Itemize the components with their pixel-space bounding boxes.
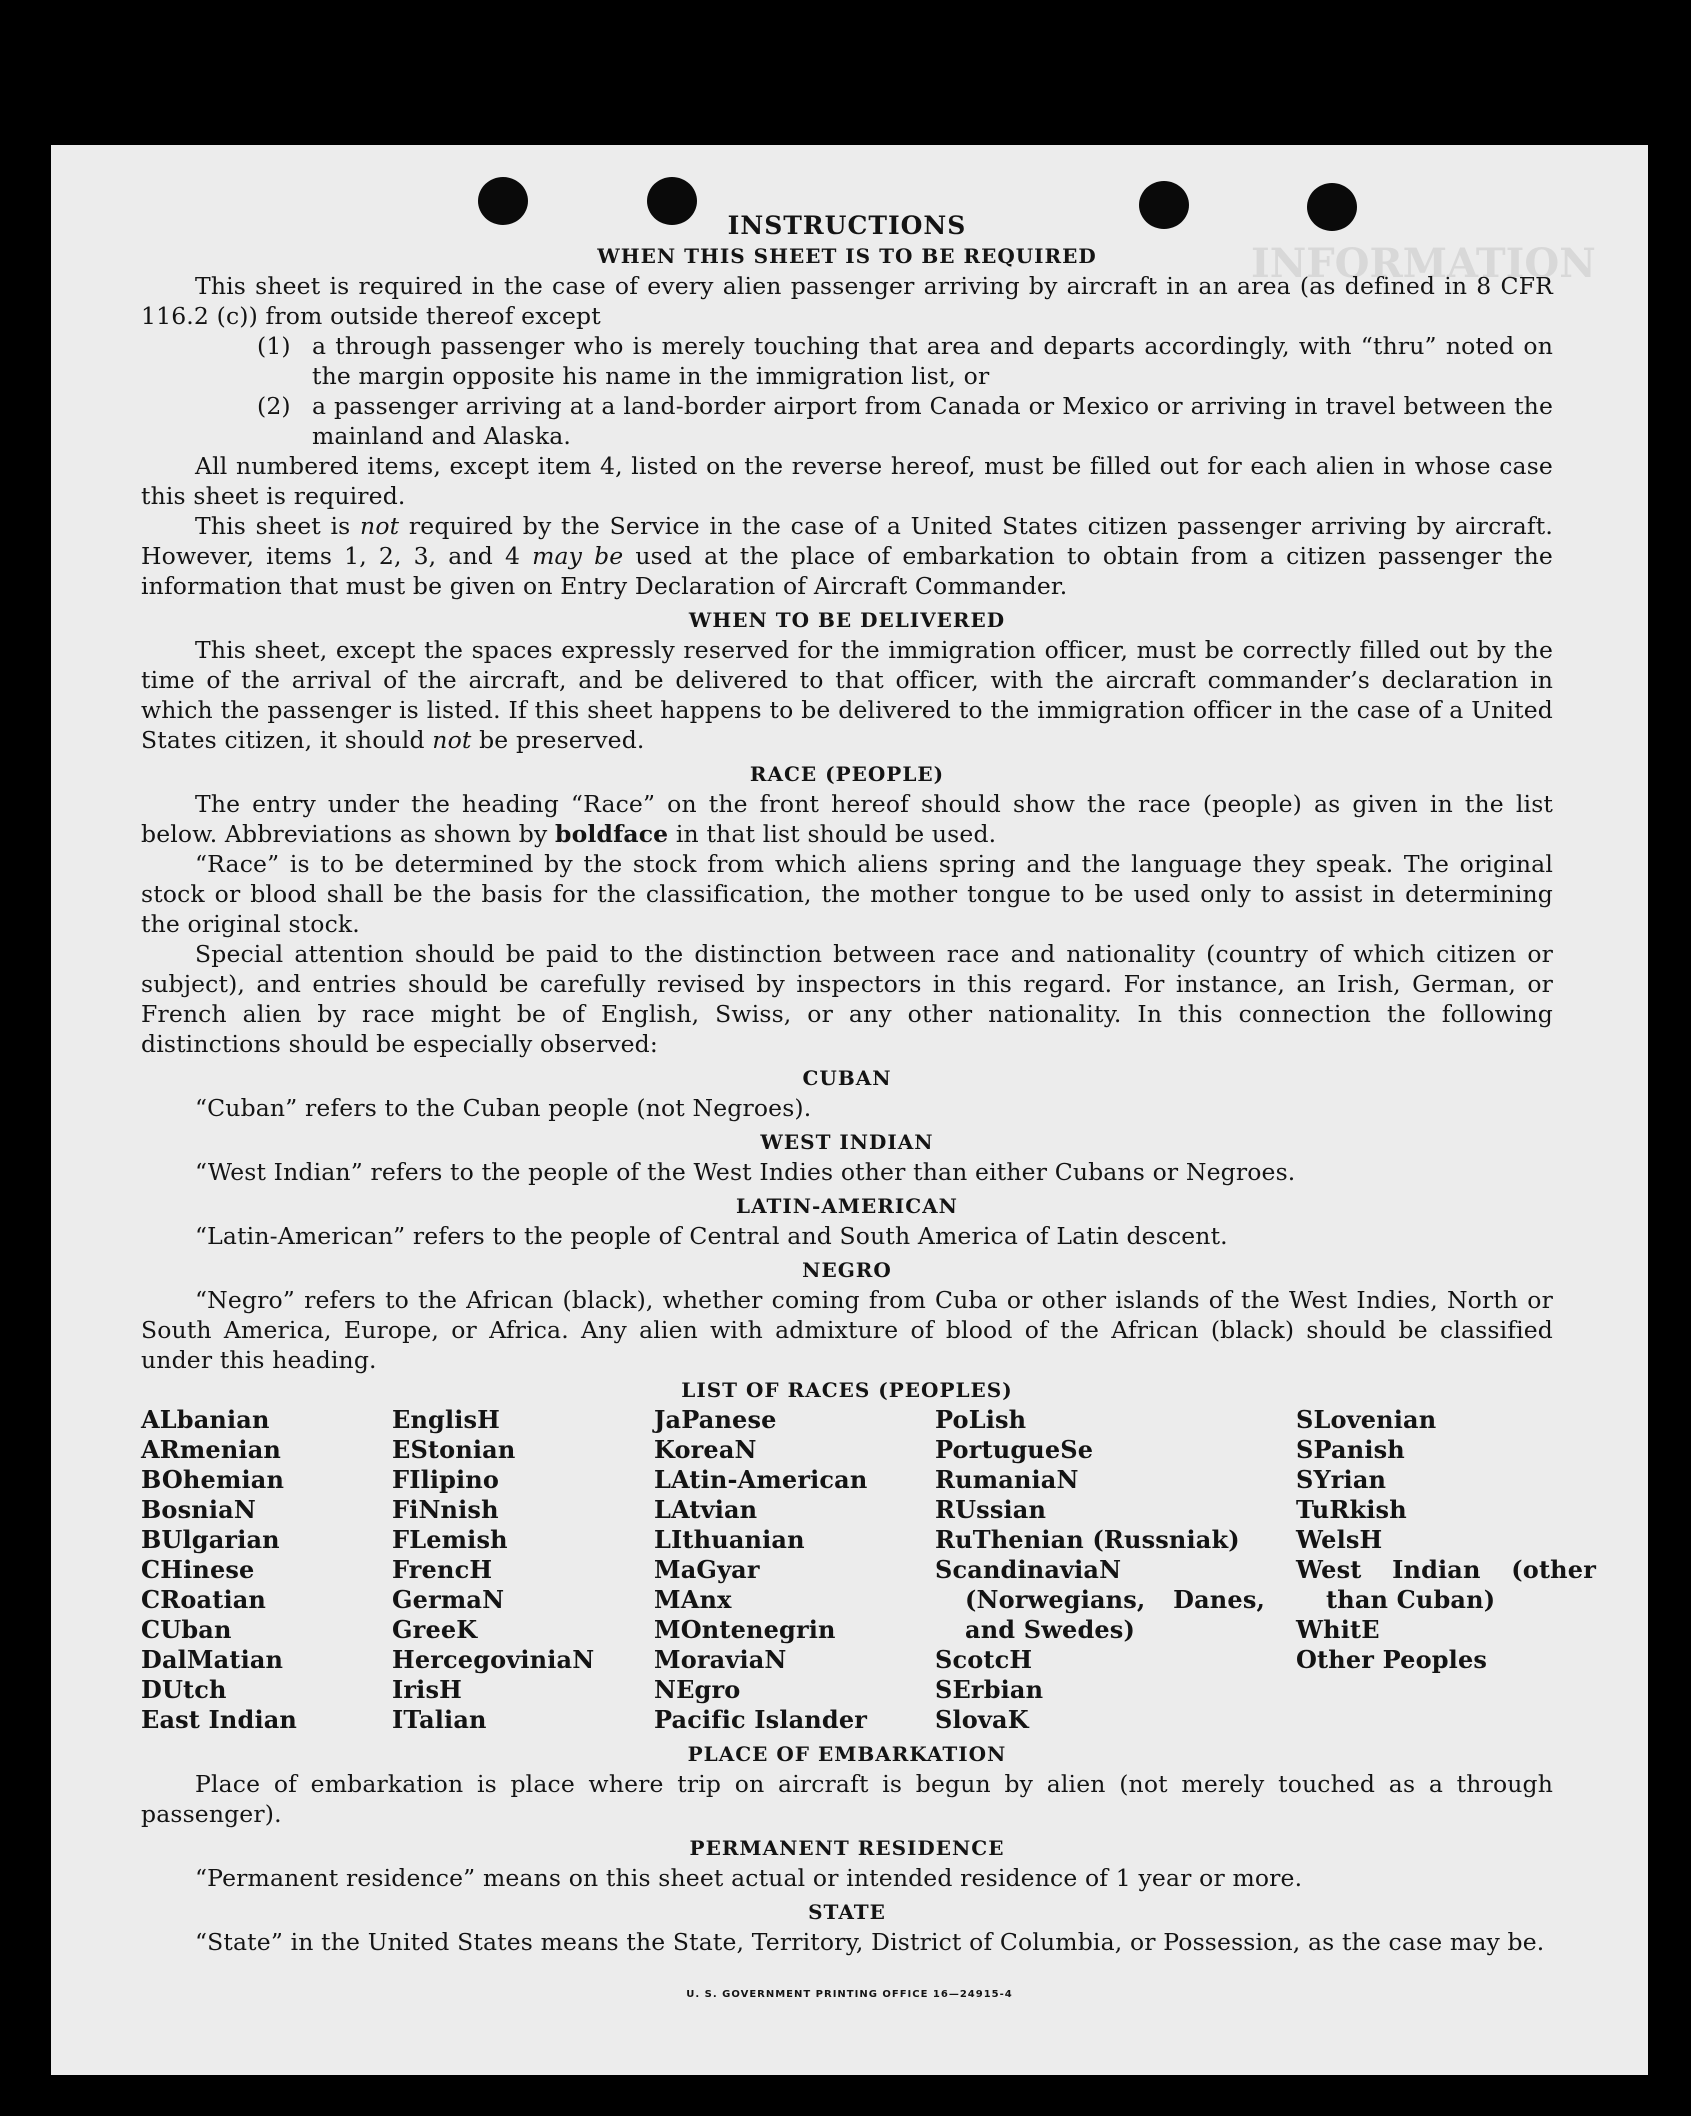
text-run: This sheet is: [195, 512, 361, 540]
text-run: required by the Service in the case of a United States citizen passenger arriving by aircraft. However, items 1, 2, 3, and 4: [141, 512, 1553, 570]
race-item: FLemish: [392, 1525, 508, 1554]
race-item: DUtch: [141, 1675, 227, 1704]
race-item: GermaN: [392, 1585, 505, 1614]
heading-negro: NEGRO: [802, 1258, 892, 1282]
race-item: GreeK: [392, 1615, 478, 1644]
instructions-body: [141, 211, 1596, 1957]
page-title: INSTRUCTIONS: [727, 211, 967, 240]
heading-permanent-residence: PERMANENT RESIDENCE: [689, 1836, 1005, 1860]
race-item: SErbian: [935, 1675, 1044, 1704]
race-item: SlovaK: [935, 1705, 1029, 1734]
text-run: be preserved.: [471, 726, 645, 754]
heading-race: RACE (PEOPLE): [749, 762, 945, 786]
race-item: RuThenian (Russniak): [935, 1525, 1240, 1554]
printer-imprint: U. S. GOVERNMENT PRINTING OFFICE 16—24915-4: [686, 1989, 1013, 2000]
race-item: SYrian: [1296, 1465, 1387, 1494]
heading-list-of-races: LIST OF RACES (PEOPLES): [681, 1378, 1013, 1402]
paragraph-numbered-items: All numbered items, except item 4, listed on the reverse hereof, must be filled out for each alien in whose case this sheet is required.: [141, 452, 1553, 510]
race-item: JaPanese: [654, 1405, 777, 1434]
race-item: RumaniaN: [935, 1465, 1079, 1494]
race-item: Pacific Islander: [654, 1705, 868, 1734]
race-item: CUban: [141, 1615, 232, 1644]
text-run: used at the place of embarkation to obtain from a citizen passenger the information that must be given on Entry Declaration of Aircraft Commander.: [141, 542, 1553, 600]
race-item: Other Peoples: [1296, 1645, 1488, 1674]
race-item: MaGyar: [654, 1555, 760, 1584]
race-item: SPanish: [1296, 1435, 1405, 1464]
paragraph-embarkation: Place of embarkation is place where trip on aircraft is begun by alien (not merely touched as a through passenger).: [141, 1770, 1553, 1828]
heading-cuban: CUBAN: [802, 1066, 892, 1090]
heading-when-delivered: WHEN TO BE DELIVERED: [688, 608, 1006, 632]
race-item: LAtin-American: [654, 1465, 868, 1494]
race-item: TuRkish: [1296, 1495, 1407, 1524]
paragraph-race-entry: [141, 789, 1553, 849]
race-item: BosniaN: [141, 1495, 256, 1524]
paragraph-required-intro: This sheet is required in the case of every alien passenger arriving by aircraft in an area (as defined in 8 CFR 116.2 (c)) from outside thereof except: [141, 272, 1553, 330]
races-table: [141, 1405, 1596, 1735]
text-run: This sheet, except the spaces expressly reserved for the immigration officer, must be correctly filled out by the time of the arrival of the aircraft, and be delivered to that officer, with the aircraft commander’s declaration in which the passenger is listed. If this sheet happens to be delivered to the immigration officer in the case of a United States citizen, it should: [141, 636, 1553, 754]
bold-word: boldface: [555, 820, 669, 848]
race-item: MAnx: [654, 1585, 732, 1614]
paragraph-residence: “Permanent residence” means on this sheet actual or intended residence of 1 year or more.: [195, 1864, 1303, 1892]
races-column: [141, 1405, 392, 1735]
paragraph-state: “State” in the United States means the State, Territory, District of Columbia, or Possession, as the case may be.: [195, 1928, 1545, 1956]
race-item: NEgro: [654, 1675, 741, 1704]
race-item: MOntenegrin: [654, 1615, 836, 1644]
emphasis: not: [360, 512, 400, 540]
race-item: ALbanian: [141, 1405, 270, 1434]
paragraph-negro: “Negro” refers to the African (black), whether coming from Cuba or other islands of the West Indies, North or South America, Europe, or Africa. Any alien with admixture of blood of the African (black) should be classified under this heading.: [141, 1286, 1553, 1374]
race-item: BOhemian: [141, 1465, 285, 1494]
race-item: SLovenian: [1296, 1405, 1437, 1434]
list-item: [257, 391, 1553, 451]
race-item: FrencH: [392, 1555, 493, 1584]
race-item: ITalian: [392, 1705, 487, 1734]
race-item: DalMatian: [141, 1645, 284, 1674]
races-column: [1296, 1405, 1596, 1735]
race-item: RUssian: [935, 1495, 1047, 1524]
race-item: BUlgarian: [141, 1525, 280, 1554]
emphasis: may be: [532, 542, 624, 570]
race-item: CHinese: [141, 1555, 255, 1584]
paragraph-cuban: “Cuban” refers to the Cuban people (not Negroes).: [195, 1094, 812, 1122]
text-run: in that list should be used.: [668, 820, 997, 848]
list-item: [257, 331, 1553, 391]
race-item: ScotcH: [935, 1645, 1033, 1674]
emphasis: not: [432, 726, 472, 754]
paragraph-delivered: [141, 635, 1553, 755]
race-item: PortugueSe: [935, 1435, 1094, 1464]
paragraph-latin-american: “Latin-American” refers to the people of Central and South America of Latin descent.: [195, 1222, 1228, 1250]
race-item: LIthuanian: [654, 1525, 805, 1554]
list-text: a through passenger who is merely touching that area and departs accordingly, with “thru” noted on the margin opposite his name in the immigration list, or: [312, 332, 1553, 390]
race-item: WelsH: [1296, 1525, 1383, 1554]
heading-when-required: WHEN THIS SHEET IS TO BE REQUIRED: [597, 244, 1097, 268]
heading-state: STATE: [808, 1900, 886, 1924]
document-page: [51, 145, 1648, 2075]
race-item: MoraviaN: [654, 1645, 787, 1674]
race-item: CRoatian: [141, 1585, 267, 1614]
paragraph-citizen: [141, 511, 1553, 601]
races-column: [935, 1405, 1296, 1735]
list-number: (1): [257, 332, 291, 360]
race-item: WhitE: [1296, 1615, 1380, 1644]
text-run: The entry under the heading “Race” on the front hereof should show the race (people) as given in the list below. Abbreviations as shown by: [141, 790, 1553, 848]
races-column: [392, 1405, 654, 1735]
race-item: EStonian: [392, 1435, 516, 1464]
races-column: [654, 1405, 935, 1735]
paragraph-race-stock: “Race” is to be determined by the stock from which aliens spring and the language they speak. The original stock or blood shall be the basis for the classification, the mother tongue to be used only to assist in determining the original stock.: [141, 850, 1553, 938]
race-item: KoreaN: [654, 1435, 757, 1464]
race-item: HercegoviniaN: [392, 1645, 595, 1674]
race-item: LAtvian: [654, 1495, 758, 1524]
race-item: PoLish: [935, 1405, 1027, 1434]
race-item: FiNnish: [392, 1495, 499, 1524]
bleed-through-text: INFORMATION: [1251, 240, 1596, 287]
race-item: West Indian (other than Cuban): [1296, 1555, 1596, 1614]
list-text: a passenger arriving at a land-border airport from Canada or Mexico or arriving in travel between the mainland and Alaska.: [312, 392, 1553, 450]
list-number: (2): [257, 392, 291, 420]
race-item: ARmenian: [141, 1435, 281, 1464]
heading-place-of-embarkation: PLACE OF EMBARKATION: [687, 1742, 1007, 1766]
race-item: EnglisH: [392, 1405, 500, 1434]
paragraph-race-nationality: Special attention should be paid to the distinction between race and nationality (country of which citizen or subject), and entries should be carefully revised by inspectors in this regard. For instance, an Irish, German, or French alien by race might be of English, Swiss, or any other nationality. In this connection the following distinctions should be especially observed:: [141, 940, 1553, 1058]
race-item: FIlipino: [392, 1465, 500, 1494]
race-item: IrisH: [392, 1675, 462, 1704]
heading-west-indian: WEST INDIAN: [760, 1130, 934, 1154]
race-item: East Indian: [141, 1705, 298, 1734]
race-item: ScandinaviaN (Norwegians, Danes, and Swedes): [935, 1555, 1265, 1644]
paragraph-west-indian: “West Indian” refers to the people of the West Indies other than either Cubans or Negroes.: [195, 1158, 1296, 1186]
heading-latin-american: LATIN-AMERICAN: [736, 1194, 958, 1218]
